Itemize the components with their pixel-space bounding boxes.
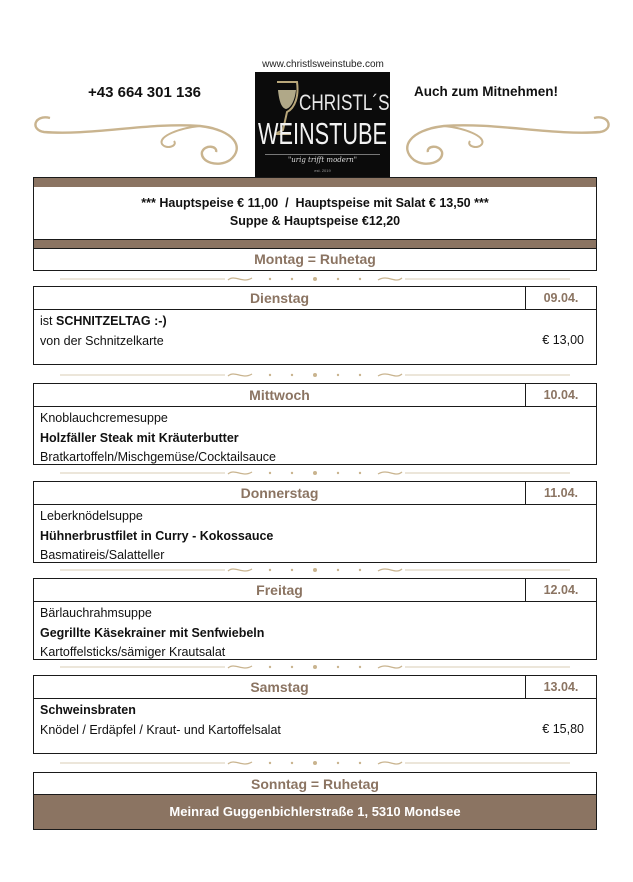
logo-rule [265,154,380,155]
menu-line-sides: Bratkartoffeln/Mischgemüse/Cocktailsauce [40,450,276,464]
day-card-samstag [33,675,597,754]
day-menu [34,407,596,468]
logo-line-christls: CHRISTL´S [299,90,390,115]
address-footer: Meinrad Guggenbichlerstraße 1, 5310 Mondsee [33,794,597,830]
ornament-divider-icon [60,563,570,577]
menu-line-soup: Bärlauchrahmsuppe [40,606,152,620]
menu-line-prefix: ist [40,314,56,328]
menu-line-soup: Leberknödelsuppe [40,509,143,523]
website-url[interactable]: www.christlsweinstube.com [262,59,384,70]
day-card-donnerstag [33,481,597,563]
menu-line: von der Schnitzelkarte [40,333,164,348]
price-line-2: Suppe & Hauptspeise €12,20 [229,214,401,228]
day-menu [34,699,596,740]
restaurant-logo [255,72,390,178]
day-header [34,676,596,699]
phone-number[interactable]: +43 664 301 136 [88,84,202,101]
sunday-closed-row: Sonntag = Ruhetag [33,772,597,795]
day-card-mittwoch [33,383,597,465]
day-menu [34,602,596,663]
menu-line-main: Schweinsbraten [40,703,136,717]
day-card-freitag [33,578,597,660]
menu-line-main: Gegrillte Käsekrainer mit Senfwiebeln [40,625,265,640]
menu-line-sides: Kartoffelsticks/sämiger Krautsalat [40,645,226,659]
price-info-box [33,186,597,239]
day-date: 13.04. [543,680,579,694]
monday-closed-row: Montag = Ruhetag [33,248,597,271]
day-name: Samstag [34,676,526,698]
day-menu [34,505,596,566]
day-date: 09.04. [543,291,579,305]
menu-line-main: Hühnerbrustfilet in Curry - Kokossauce [40,528,274,543]
ornament-divider-icon [60,368,570,382]
day-header [34,579,596,602]
day-price: € 13,00 [542,333,584,347]
menu-line [40,312,596,332]
menu-line-highlight: SCHNITZELTAG :-) [55,314,167,328]
day-date: 11.04. [543,486,579,500]
logo-line-weinstube: WEINSTUBE [258,116,388,151]
menu-line-soup: Knoblauchcremesuppe [40,411,168,425]
day-name: Mittwoch [34,384,526,406]
day-name: Donnerstag [34,482,526,504]
ornament-divider-icon [60,466,570,480]
day-price: € 15,80 [542,722,584,736]
day-card-dienstag [33,286,597,365]
day-header [34,384,596,407]
price-line-1: *** Hauptspeise € 11,00 / Hauptspeise mit Salat € 13,50 *** [141,196,489,210]
ornament-divider-icon [60,660,570,674]
right-swirl-ornament-icon [394,108,614,168]
logo-established: est. 2019 [314,168,331,173]
ornament-divider-icon [60,272,570,286]
menu-line-sides: Basmatireis/Salatteller [40,548,165,562]
day-menu [34,310,596,351]
left-swirl-ornament-icon [30,108,250,168]
day-name: Dienstag [34,287,526,309]
menu-line-sides: Knödel / Erdäpfel / Kraut- und Kartoffelsalat [40,722,281,737]
day-date: 12.04. [543,583,579,597]
menu-line-main: Holzfäller Steak mit Kräuterbutter [40,430,239,445]
day-name: Freitag [34,579,526,601]
day-header [34,287,596,310]
day-header [34,482,596,505]
takeaway-note: Auch zum Mitnehmen! [414,84,558,99]
logo-tagline: "urig trifft modern" [288,156,357,164]
day-date: 10.04. [543,388,579,402]
ornament-divider-icon [60,756,570,770]
